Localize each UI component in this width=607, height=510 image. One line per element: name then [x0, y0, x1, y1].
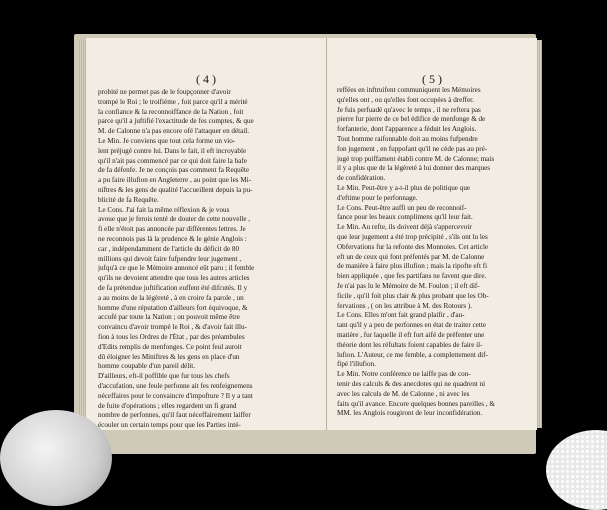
text-line: de manière à faire plus illufion ; mais la ripofte eft fi: [337, 262, 488, 271]
text-line: qu'ils ne devoient attendre que tous les autres articles: [98, 274, 250, 283]
text-line: de confidération.: [337, 174, 386, 183]
text-line: Tout homme raifonnable doit au moins fufpendre: [337, 134, 478, 143]
text-line: fon jugement , en fuppofant qu'il ne cède pas au pré-: [337, 144, 488, 153]
left-page-text: [98, 88, 314, 430]
text-line: probité ne permet pas de le foupçonner d'avoir: [98, 88, 231, 96]
text-line: jufqu'à ce que le Mémoire annoncé eût paru ; il femble: [98, 264, 255, 273]
text-line: Je n'ai pas lu le Mémoire de M. Foulon ; il eft dif-: [337, 281, 480, 290]
text-line: homme coupable d'un pareil délit.: [98, 362, 196, 371]
text-line: fipé l'illufion.: [337, 360, 376, 369]
text-line: lent préjugé contre lui. Dans le fait, il eft incroyable: [98, 146, 247, 155]
text-line: il y a plus que de la légèreté à lui donner des marques: [337, 164, 491, 173]
text-line: dû éloigner les Miniftres & les gens en place d'un: [98, 352, 240, 361]
text-line: Obfervations fur la refonte des Monnoies. Cet article: [337, 242, 489, 251]
text-line: néceffaires pour le convaincre d'impofture ? Il y a tant: [98, 391, 253, 400]
text-line: théorie dont les réfultats foient capables de faire il-: [337, 340, 483, 349]
text-line: MM. les Anglois rougiront de leur inconfidération.: [337, 409, 483, 418]
text-line: la confiance & la reconnoiffance de la Nation , foit: [98, 107, 244, 116]
text-line: ne reconnois pas là la prudence & le génie Anglois :: [98, 234, 247, 243]
text-line: M. de Calonne n'a pas encore ofé l'attaquer en détail.: [98, 127, 250, 136]
text-line: eft un de ceux qui font préfentés par M. de Calonne: [337, 252, 485, 261]
text-line: parce qu'il a juftifié l'exactitude de fes comptes, & que: [98, 117, 254, 126]
text-line: trompé le Roi ; le troifième , foit parce qu'il a mérité: [98, 97, 248, 106]
text-line: fi elle n'étoit pas annoncée par différentes lettres. Je: [98, 225, 246, 234]
text-line: tant qu'il y a peu de perfonnes en état de traiter cette: [337, 321, 486, 330]
text-line: d'eftime pour le perfonnage.: [337, 193, 418, 202]
text-line: Le Min. Au refte, ils doivent déjà s'appercevoir: [337, 223, 472, 232]
text-line: convaincu d'avoir trompé le Roi , & d'avoir fait illu-: [98, 323, 247, 332]
text-line: nombre de perfonnes, qu'il faut néceffairement laiffer: [98, 411, 251, 420]
right-glove: [546, 430, 607, 510]
text-line: jugé trop puiffament établi contre M. de Calonne; mais: [337, 154, 495, 163]
right-page-text: [337, 86, 525, 419]
text-line: ficile , qu'il foit plus clair & plus probant que les Ob-: [337, 291, 489, 300]
text-line: écouler un certain temps pour que les Parties inté-: [98, 421, 241, 430]
text-line: Le Min. Je conviens que tout cela forme un vio-: [98, 136, 236, 145]
text-line: niftres & les gens de qualité l'accueillent depuis la pu-: [98, 185, 253, 194]
text-line: Le Cons. Elles m'ont fait grand plaifir , d'au-: [337, 311, 465, 320]
text-line: fion à tous les Ordres de l'État , par des préambules: [98, 332, 245, 341]
text-line: fervations , ( on les attribue à M. des Rotours ).: [337, 301, 473, 310]
text-line: homme d'une réputation d'ailleurs fort équivoque, &: [98, 303, 248, 312]
text-line: Je fuis perfuadé qu'avec le temps , il ne reftera pas: [337, 105, 481, 114]
left-glove: [0, 410, 112, 506]
text-line: fance pour les beaux complimens qu'il leur fait.: [337, 213, 473, 222]
text-line: tenir des calculs & des anecdotes qui ne quadrent ni: [337, 379, 486, 388]
text-line: avoue que je ferois tenté de douter de cette nouvelle ,: [98, 215, 251, 224]
text-line: d'accufation, une feule perfonne ait fes renfeignemens: [98, 381, 253, 390]
text-line: a au moins de la légèreté , à en croire fa parole , un: [98, 293, 244, 302]
text-line: a pu faire illufion en Angleterre , au point que les Mi-: [98, 176, 252, 185]
text-line: D'ailleurs, eft-il poffible que fur tous les chefs: [98, 372, 230, 381]
text-line: pierre fur pierre de ce bel édifice de menfonge & de: [337, 115, 486, 124]
text-line: matière , fur laquelle il eft fort aifé de préfenter une: [337, 330, 485, 339]
text-line: d'Edits remplis de menfonges. Ce point feul auroit: [98, 342, 242, 351]
right-page: [327, 38, 537, 430]
text-line: lufion. L'Auteur, ce me femble, a complettement dif-: [337, 350, 488, 359]
text-line: forfanterie, dont l'apparence a féduit les Anglois.: [337, 125, 477, 134]
text-line: Le Cons. Peut-être auffi un peu de reconnoif-: [337, 203, 467, 212]
text-line: Le Min. Notre conférence ne laiffe pas de con-: [337, 370, 471, 379]
text-line: Le Cons. J'ai fait la même réflexion & je vous: [98, 205, 230, 214]
left-page: [86, 38, 327, 430]
text-line: qu'elles ont , ou qu'elles font occupées à dreffer.: [337, 95, 474, 104]
text-line: que leur jugement a été trop précipité , s'ils ont lu les: [337, 232, 488, 241]
text-line: reffées en inftruifent communiquent les Mémoires: [337, 86, 481, 94]
text-line: faits qu'il avance. Encore quelques bonnes pareilles , &: [337, 399, 495, 408]
text-line: de fa prétendue juftification euffent été difcutés. Il y: [98, 283, 248, 292]
left-page-number: ( 4 ): [196, 72, 216, 86]
text-line: car , indépendamment de l'article du déficit de 80: [98, 244, 240, 253]
text-line: blicité de fa Requête.: [98, 195, 159, 204]
text-line: millions qui devoit faire fufpendre leur jugement ,: [98, 254, 242, 263]
text-line: bien appliquée , que fes partifans ne favent que dire.: [337, 272, 487, 281]
text-line: de fuite d'opérations ; elles regardent un fi grand: [98, 401, 237, 410]
left-page-edges: [78, 40, 86, 428]
text-line: accufé par toute la Nation ; on pouvoit même être: [98, 313, 240, 322]
text-line: qu'il n'ait pas commencé par ce qui doit faire la bafe: [98, 156, 247, 165]
text-line: Le Min. Peut-être y a-t-il plus de politique que: [337, 183, 471, 192]
text-line: de fa défenfe. Je ne conçois pas comment fa Requête: [98, 166, 250, 175]
right-page-number: ( 5 ): [422, 72, 442, 86]
text-line: avec les calculs de M. de Calonne , ni avec les: [337, 389, 470, 398]
